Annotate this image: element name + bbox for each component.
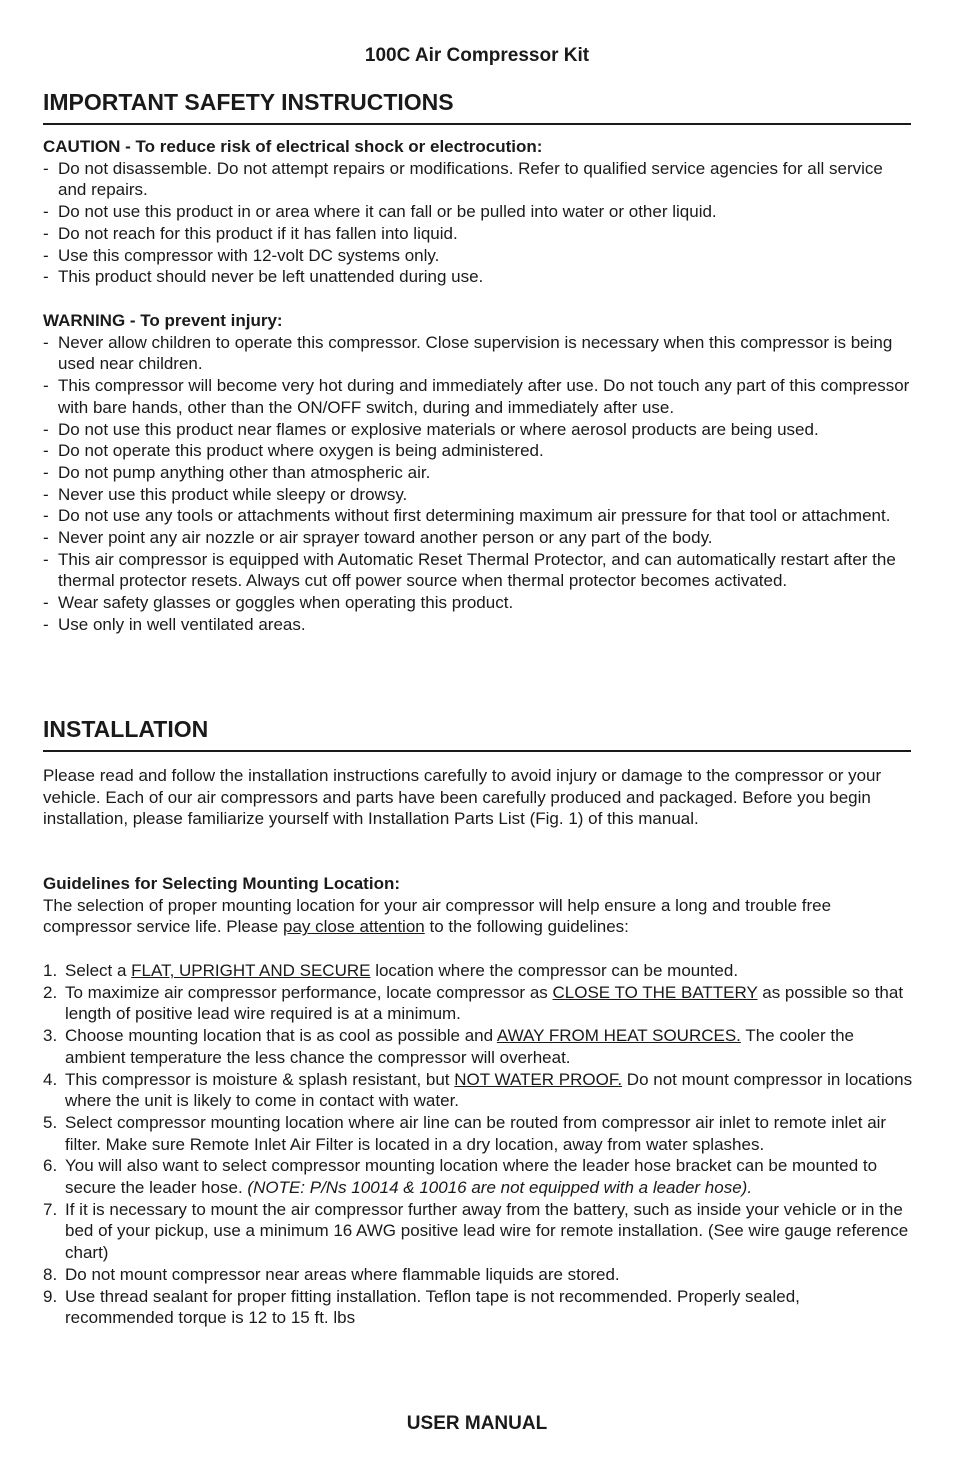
step-text-tail: location where the compressor can be mounted. <box>370 961 739 980</box>
step-text <box>65 1025 913 1068</box>
bullet-dash: - <box>43 506 49 526</box>
step-text-tail: The cooler the ambient temperature the less chance the compressor will overheat. <box>65 1026 854 1067</box>
list-item <box>43 375 913 418</box>
warning-list <box>43 332 913 636</box>
list-item <box>43 592 913 614</box>
step-number: 5. <box>43 1112 58 1132</box>
step-text-main: Choose mounting location that is as cool as possible and <box>65 1026 497 1046</box>
step-text-main: This compressor is moisture & splash resistant, but <box>65 1069 455 1089</box>
step-text-emphasis: NOT WATER PROOF. <box>454 1069 623 1089</box>
bullet-dash: - <box>43 549 49 569</box>
caution-list <box>43 158 913 288</box>
step-note: (NOTE: P/Ns 10014 & 10016 are not equipped with a leader hose). <box>247 1178 753 1198</box>
step-text-main: Select a <box>65 961 132 980</box>
warning-block <box>43 310 913 636</box>
step-item <box>43 982 913 1025</box>
warning-title: WARNING - To prevent injury: <box>43 311 283 330</box>
list-item <box>43 505 913 527</box>
step-item <box>43 1112 913 1155</box>
list-item <box>43 419 913 441</box>
list-item <box>43 332 913 375</box>
step-number: 7. <box>43 1199 58 1219</box>
list-item-text: Never use this product while sleepy or drowsy. <box>58 484 408 504</box>
step-text <box>65 1286 913 1329</box>
list-item <box>43 266 913 288</box>
step-number: 4. <box>43 1069 58 1089</box>
step-number: 1. <box>43 961 58 980</box>
steps-list <box>43 960 913 1329</box>
list-item <box>43 614 913 636</box>
step-item <box>43 1264 913 1286</box>
step-text-emphasis: AWAY FROM HEAT SOURCES. <box>496 1026 741 1046</box>
guidelines-intro-text: The selection of proper mounting location for your air compressor will help ensure a long and trouble free compressor service life. Please <box>43 895 832 937</box>
step-text-tail: Do not mount compressor in locations where the unit is likely to come in contact with water. <box>65 1069 913 1111</box>
bullet-dash: - <box>43 593 49 613</box>
guidelines-intro-tail: to the following guidelines: <box>424 917 629 937</box>
step-text-emphasis: FLAT, UPRIGHT AND SECURE <box>131 961 371 980</box>
bullet-dash: - <box>43 441 49 461</box>
list-item <box>43 484 913 506</box>
step-text <box>65 1264 913 1286</box>
step-number: 6. <box>43 1156 58 1176</box>
step-text-tail: as possible so that length of positive lead wire required is at a minimum. <box>65 982 904 1024</box>
steps-block <box>43 960 913 1329</box>
list-item-text: Do not operate this product where oxygen is being administered. <box>58 441 544 461</box>
list-item <box>43 440 913 462</box>
step-text-main: To maximize air compressor performance, locate compressor as <box>65 982 553 1002</box>
bullet-dash: - <box>43 614 49 634</box>
guidelines-intro <box>43 895 913 938</box>
step-text <box>65 960 913 982</box>
step-text <box>65 982 913 1025</box>
list-item <box>43 158 913 201</box>
guidelines-block <box>43 873 913 938</box>
bullet-dash: - <box>43 376 49 396</box>
step-text-main: Use thread sealant for proper fitting installation. Teflon tape is not recommended. Properly sealed, recommended torque is 12 to 15 ft. lbs <box>65 1286 800 1328</box>
list-item-text: Use only in well ventilated areas. <box>58 614 306 634</box>
step-item <box>43 960 913 982</box>
step-text <box>65 1155 913 1198</box>
step-text <box>65 1199 913 1264</box>
list-item <box>43 245 913 267</box>
step-item <box>43 1155 913 1198</box>
bullet-dash: - <box>43 332 49 352</box>
bullet-dash: - <box>43 223 49 243</box>
list-item-text: Do not reach for this product if it has fallen into liquid. <box>58 223 458 243</box>
bullet-dash: - <box>43 158 49 178</box>
guidelines-title: Guidelines for Selecting Mounting Location: <box>43 874 400 893</box>
step-item <box>43 1199 913 1264</box>
list-item <box>43 201 913 223</box>
step-text-emphasis: CLOSE TO THE BATTERY <box>552 982 758 1002</box>
list-item-text: Do not use this product in or area where it can fall or be pulled into water or other liquid. <box>58 202 717 222</box>
bullet-dash: - <box>43 484 49 504</box>
list-item-text: Do not use this product near flames or explosive materials or where aerosol products are being used. <box>58 419 819 439</box>
list-item <box>43 549 913 592</box>
list-item <box>43 527 913 549</box>
step-text-main: Do not mount compressor near areas where flammable liquids are stored. <box>65 1264 620 1284</box>
installation-heading: INSTALLATION <box>43 715 911 752</box>
footer-label: USER MANUAL <box>406 1413 548 1434</box>
installation-intro <box>43 765 913 830</box>
step-item <box>43 1069 913 1112</box>
safety-heading: IMPORTANT SAFETY INSTRUCTIONS <box>43 88 911 125</box>
list-item-text: Wear safety glasses or goggles when operating this product. <box>58 593 514 613</box>
bullet-dash: - <box>43 267 49 287</box>
step-text <box>65 1112 913 1155</box>
step-text-main: If it is necessary to mount the air compressor further away from the battery, such as inside your vehicle or in the bed of your pickup, use a minimum 16 AWG positive lead wire for remote installation. (See wire gauge reference chart) <box>65 1199 909 1263</box>
bullet-dash: - <box>43 245 49 265</box>
bullet-dash: - <box>43 202 49 222</box>
list-item <box>43 462 913 484</box>
list-item-text: Never allow children to operate this compressor. Close supervision is necessary when this compressor is being used near children. <box>58 332 893 374</box>
step-number: 9. <box>43 1286 58 1306</box>
list-item-text: Do not pump anything other than atmospheric air. <box>58 462 431 482</box>
step-text-main: You will also want to select compressor mounting location where the leader hose bracket can be mounted to secure the leader hose. <box>65 1156 878 1198</box>
bullet-dash: - <box>43 419 49 439</box>
bullet-dash: - <box>43 462 49 482</box>
list-item-text: This product should never be left unattended during use. <box>58 267 484 287</box>
step-number: 2. <box>43 982 58 1002</box>
caution-block <box>43 136 913 288</box>
list-item-text: Do not disassemble. Do not attempt repairs or modifications. Refer to qualified service agencies for all service and repairs. <box>58 158 883 200</box>
guidelines-intro-emphasis: pay close attention <box>282 917 425 937</box>
list-item <box>43 223 913 245</box>
step-text <box>65 1069 913 1112</box>
step-item <box>43 1286 913 1329</box>
list-item-text: This compressor will become very hot during and immediately after use. Do not touch any part of this compressor with bare hands, other than the ON/OFF switch, during and immediately after use. <box>58 376 910 417</box>
list-item-text: Do not use any tools or attachments without first determining maximum air pressure for that tool or attachment. <box>58 506 891 526</box>
bullet-dash: - <box>43 528 49 548</box>
caution-title: CAUTION - To reduce risk of electrical shock or electrocution: <box>43 137 543 156</box>
document-title: 100C Air Compressor Kit <box>364 45 590 66</box>
step-number: 3. <box>43 1026 58 1046</box>
installation-intro-text: Please read and follow the installation instructions carefully to avoid injury or damage to the compressor or your vehicle. Each of our air compressors and parts have been carefully produced and packaged. Before you begin installation, please familiarize yourself with Installation Parts List (Fig. 1) of this manual. <box>43 766 882 829</box>
step-number: 8. <box>43 1264 58 1284</box>
step-item <box>43 1025 913 1068</box>
list-item-text: This air compressor is equipped with Automatic Reset Thermal Protector, and can automatically restart after the thermal protector resets. Always cut off power source when thermal protector becomes activated. <box>58 549 896 591</box>
list-item-text: Never point any air nozzle or air sprayer toward another person or any part of the body. <box>58 528 713 548</box>
list-item-text: Use this compressor with 12-volt DC systems only. <box>58 245 440 265</box>
step-text-main: Select compressor mounting location where air line can be routed from compressor air inlet to remote inlet air filter. Make sure Remote Inlet Air Filter is located in a dry location, away from water splashes. <box>65 1112 887 1154</box>
